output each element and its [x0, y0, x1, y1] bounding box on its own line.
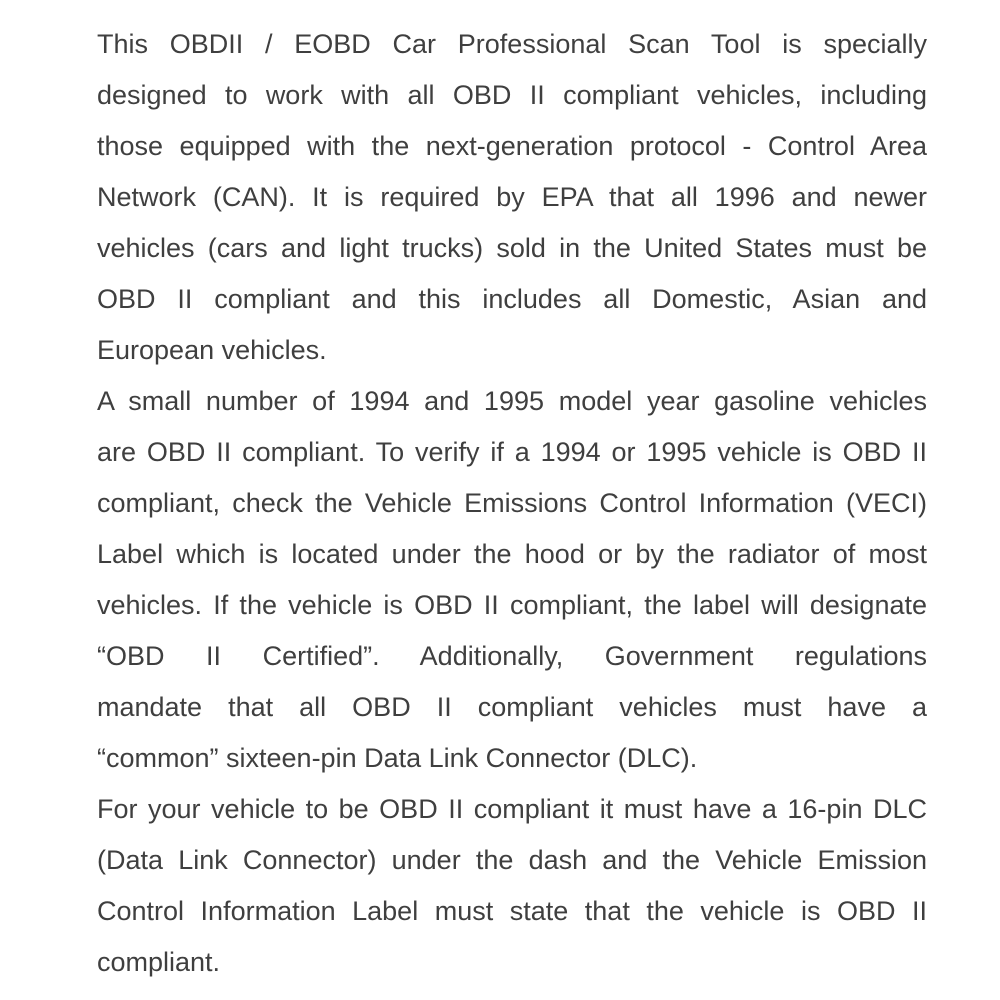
text-line: those equipped with the next-generation protocol - Control Area	[97, 131, 927, 161]
text-line: “common” sixteen-pin Data Link Connector (DLC).	[97, 743, 698, 773]
text-line: European vehicles.	[97, 335, 327, 365]
text-line: designed to work with all OBD II compliant vehicles, including	[97, 80, 927, 110]
text-line: OBD II compliant and this includes all Domestic, Asian and	[97, 284, 927, 314]
text-line: “OBD II Certified”. Additionally, Government regulations	[97, 641, 927, 671]
text-line: A small number of 1994 and 1995 model year gasoline vehicles	[97, 386, 927, 416]
paragraph-1	[97, 19, 927, 376]
paragraph-2	[97, 376, 927, 784]
text-line: For your vehicle to be OBD II compliant it must have a 16-pin DLC	[97, 794, 927, 824]
text-line: vehicles. If the vehicle is OBD II compliant, the label will designate	[97, 590, 927, 620]
text-line: compliant, check the Vehicle Emissions Control Information (VECI)	[97, 488, 927, 518]
text-line: This OBDII / EOBD Car Professional Scan Tool is specially	[97, 29, 927, 59]
text-line: Control Information Label must state that the vehicle is OBD II	[97, 896, 927, 926]
text-line: mandate that all OBD II compliant vehicles must have a	[97, 692, 927, 722]
text-line: (Data Link Connector) under the dash and the Vehicle Emission	[97, 845, 927, 875]
text-line: are OBD II compliant. To verify if a 1994 or 1995 vehicle is OBD II	[97, 437, 927, 467]
text-line: Label which is located under the hood or by the radiator of most	[97, 539, 927, 569]
text-line: compliant.	[97, 947, 221, 977]
text-line: Network (CAN). It is required by EPA that all 1996 and newer	[97, 182, 927, 212]
text-line: vehicles (cars and light trucks) sold in the United States must be	[97, 233, 927, 263]
paragraph-3	[97, 784, 927, 988]
document-body	[97, 19, 927, 988]
